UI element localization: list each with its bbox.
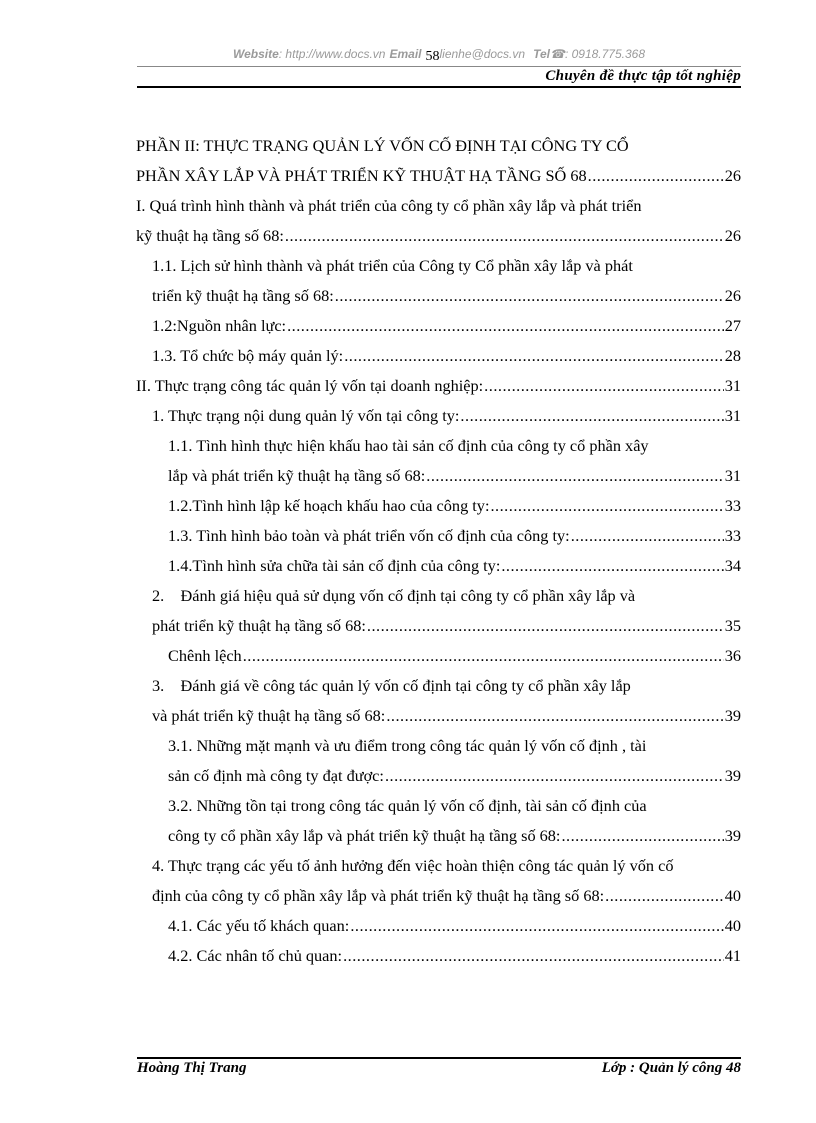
toc-entry-text: sản cố định mà công ty đạt được: bbox=[168, 766, 384, 785]
toc-entry[interactable] bbox=[136, 196, 741, 216]
toc-page-number: 35 bbox=[724, 616, 741, 635]
page-header bbox=[137, 47, 741, 63]
toc-entry-text: Chênh lệch bbox=[168, 646, 242, 665]
toc-entry[interactable] bbox=[168, 496, 741, 516]
tel-value: : 0918.775.368 bbox=[564, 47, 646, 61]
toc-entry[interactable] bbox=[152, 706, 741, 726]
toc-entry[interactable] bbox=[152, 316, 741, 336]
toc-entry-text: PHẦN XÂY LẮP VÀ PHÁT TRIỂN KỸ THUẬT HẠ TẦNG SỐ 68 bbox=[136, 166, 587, 185]
toc-page-number: 31 bbox=[724, 376, 741, 395]
toc-entry-text: 1.2.Tình hình lập kế hoạch khấu hao của công ty: bbox=[168, 496, 490, 515]
toc-leader bbox=[386, 706, 723, 726]
toc-entry-text: 1.1. Tình hình thực hiện khấu hao tài sản cố định của công ty cổ phần xây bbox=[168, 436, 649, 455]
toc-leader bbox=[350, 916, 723, 936]
toc-entry-text: phát triển kỹ thuật hạ tầng số 68: bbox=[152, 616, 366, 635]
toc-page-number: 39 bbox=[724, 706, 741, 725]
toc-page-number: 40 bbox=[724, 886, 741, 905]
toc-leader bbox=[385, 766, 724, 786]
toc-entry[interactable] bbox=[152, 616, 741, 636]
toc-page-number: 31 bbox=[724, 466, 741, 485]
toc-leader bbox=[605, 886, 724, 906]
toc-page-number: 28 bbox=[724, 346, 741, 365]
toc-entry[interactable] bbox=[168, 916, 741, 936]
toc-entry[interactable] bbox=[152, 676, 741, 696]
toc-leader bbox=[367, 616, 724, 636]
toc-entry-text: 2. Đánh giá hiệu quả sử dụng vốn cố định tại công ty cổ phần xây lắp và bbox=[152, 586, 636, 605]
toc-entry-text: I. Quá trình hình thành và phát triển của công ty cổ phần xây lắp và phát triển bbox=[136, 196, 642, 215]
website-value: : http://www.docs.vn bbox=[278, 47, 386, 61]
toc-leader bbox=[426, 466, 723, 486]
toc-entry[interactable] bbox=[152, 346, 741, 366]
toc-entry[interactable] bbox=[168, 556, 741, 576]
toc-entry-text: 4.1. Các yếu tố khách quan: bbox=[168, 916, 350, 935]
toc-entry-text: II. Thực trạng công tác quản lý vốn tại doanh nghiệp: bbox=[136, 376, 484, 395]
toc-leader bbox=[490, 496, 723, 516]
toc-page-number: 26 bbox=[724, 226, 741, 245]
toc-entry-text: 4. Thực trạng các yếu tố ảnh hưởng đến việc hoàn thiện công tác quản lý vốn cố bbox=[152, 856, 674, 875]
footer-rule bbox=[137, 1057, 741, 1059]
toc-entry[interactable] bbox=[152, 256, 741, 276]
toc-entry-text: và phát triển kỹ thuật hạ tầng số 68: bbox=[152, 706, 386, 725]
toc-entry[interactable] bbox=[136, 166, 741, 186]
document-subtitle: Chuyên đề thực tập tốt nghiệp bbox=[545, 68, 741, 84]
toc-entry-text: 3.2. Những tồn tại trong công tác quản lý vốn cố định, tài sản cố định của bbox=[168, 796, 647, 815]
toc-entry-text: 1.4.Tình hình sửa chữa tài sản cố định của công ty: bbox=[168, 556, 501, 575]
toc-entry[interactable] bbox=[152, 886, 741, 906]
toc-entry[interactable] bbox=[168, 646, 741, 666]
toc-entry[interactable] bbox=[152, 406, 741, 426]
toc-entry-text: 1.3. Tổ chức bộ máy quản lý: bbox=[152, 346, 344, 365]
toc-leader bbox=[343, 946, 724, 966]
toc-entry-text: 1.1. Lịch sử hình thành và phát triển của Công ty Cổ phần xây lắp và phát bbox=[152, 256, 633, 275]
toc-entry[interactable] bbox=[136, 226, 741, 246]
toc-entry[interactable] bbox=[136, 376, 741, 396]
toc-entry[interactable] bbox=[168, 526, 741, 546]
toc-page-number: 36 bbox=[724, 646, 741, 665]
toc-page-number: 27 bbox=[724, 316, 741, 335]
toc-entry[interactable] bbox=[136, 136, 741, 156]
toc-leader bbox=[344, 346, 724, 366]
toc-entry[interactable] bbox=[168, 436, 741, 456]
toc-entry[interactable] bbox=[168, 826, 741, 846]
toc-leader bbox=[285, 226, 724, 246]
toc-entry-text: 1.2:Nguồn nhân lực: bbox=[152, 316, 287, 335]
toc-entry-text: 1. Thực trạng nội dung quản lý vốn tại công ty: bbox=[152, 406, 460, 425]
toc-leader bbox=[484, 376, 724, 396]
toc-entry[interactable] bbox=[152, 586, 741, 606]
toc-leader bbox=[561, 826, 723, 846]
toc-page-number: 40 bbox=[724, 916, 741, 935]
toc-page-number: 34 bbox=[724, 556, 741, 575]
email-label: Email bbox=[389, 47, 422, 61]
toc-page-number: 39 bbox=[724, 826, 741, 845]
toc-entry[interactable] bbox=[152, 286, 741, 306]
toc-entry[interactable] bbox=[168, 466, 741, 486]
header-rule-thin bbox=[137, 66, 741, 67]
toc-entry-text: 3.1. Những mặt mạnh và ưu điểm trong công tác quản lý vốn cố định , tài bbox=[168, 736, 647, 755]
email-value: lienhe@docs.vn bbox=[439, 47, 526, 61]
toc-leader bbox=[460, 406, 723, 426]
toc-entry-text: định của công ty cổ phần xây lắp và phát triển kỹ thuật hạ tầng số 68: bbox=[152, 886, 605, 905]
toc-leader bbox=[588, 166, 724, 186]
toc-leader bbox=[287, 316, 724, 336]
toc-entry-text: PHẦN II: THỰC TRẠNG QUẢN LÝ VỐN CỐ ĐỊNH TẠI CÔNG TY CỔ bbox=[136, 136, 629, 155]
toc-entry[interactable] bbox=[168, 946, 741, 966]
phone-icon: ☎ bbox=[549, 47, 565, 61]
toc-entry-text: 3. Đánh giá về công tác quản lý vốn cố định tại công ty cổ phần xây lắp bbox=[152, 676, 631, 695]
toc-entry[interactable] bbox=[168, 796, 741, 816]
toc-page-number: 26 bbox=[724, 166, 741, 185]
toc-entry-text: 4.2. Các nhân tố chủ quan: bbox=[168, 946, 343, 965]
page-number: 58 bbox=[425, 49, 440, 64]
footer-author: Hoàng Thị Trang bbox=[137, 1060, 247, 1076]
toc-leader bbox=[243, 646, 724, 666]
footer-class: Lớp : Quản lý công 48 bbox=[601, 1060, 741, 1076]
toc-entry-text: lắp và phát triển kỹ thuật hạ tầng số 68: bbox=[168, 466, 426, 485]
toc-page-number: 33 bbox=[724, 496, 741, 515]
toc-leader bbox=[501, 556, 723, 576]
toc-leader bbox=[335, 286, 724, 306]
toc-page-number: 31 bbox=[724, 406, 741, 425]
toc-page-number: 41 bbox=[724, 946, 741, 965]
toc-page-number: 26 bbox=[724, 286, 741, 305]
toc-page-number: 39 bbox=[724, 766, 741, 785]
toc-entry[interactable] bbox=[168, 736, 741, 756]
toc-entry-text: công ty cổ phần xây lắp và phát triển kỹ thuật hạ tầng số 68: bbox=[168, 826, 561, 845]
toc-entry-text: 1.3. Tình hình bảo toàn và phát triển vốn cố định của công ty: bbox=[168, 526, 570, 545]
toc-page-number: 33 bbox=[724, 526, 741, 545]
tel-label: Tel bbox=[533, 47, 550, 61]
toc-entry-text: triển kỹ thuật hạ tầng số 68: bbox=[152, 286, 334, 305]
header-rule-thick bbox=[137, 86, 741, 88]
toc-leader bbox=[571, 526, 724, 546]
website-label: Website bbox=[232, 47, 279, 61]
toc-entry[interactable] bbox=[152, 856, 741, 876]
toc-entry[interactable] bbox=[168, 766, 741, 786]
toc-entry-text: kỹ thuật hạ tầng số 68: bbox=[136, 226, 284, 245]
